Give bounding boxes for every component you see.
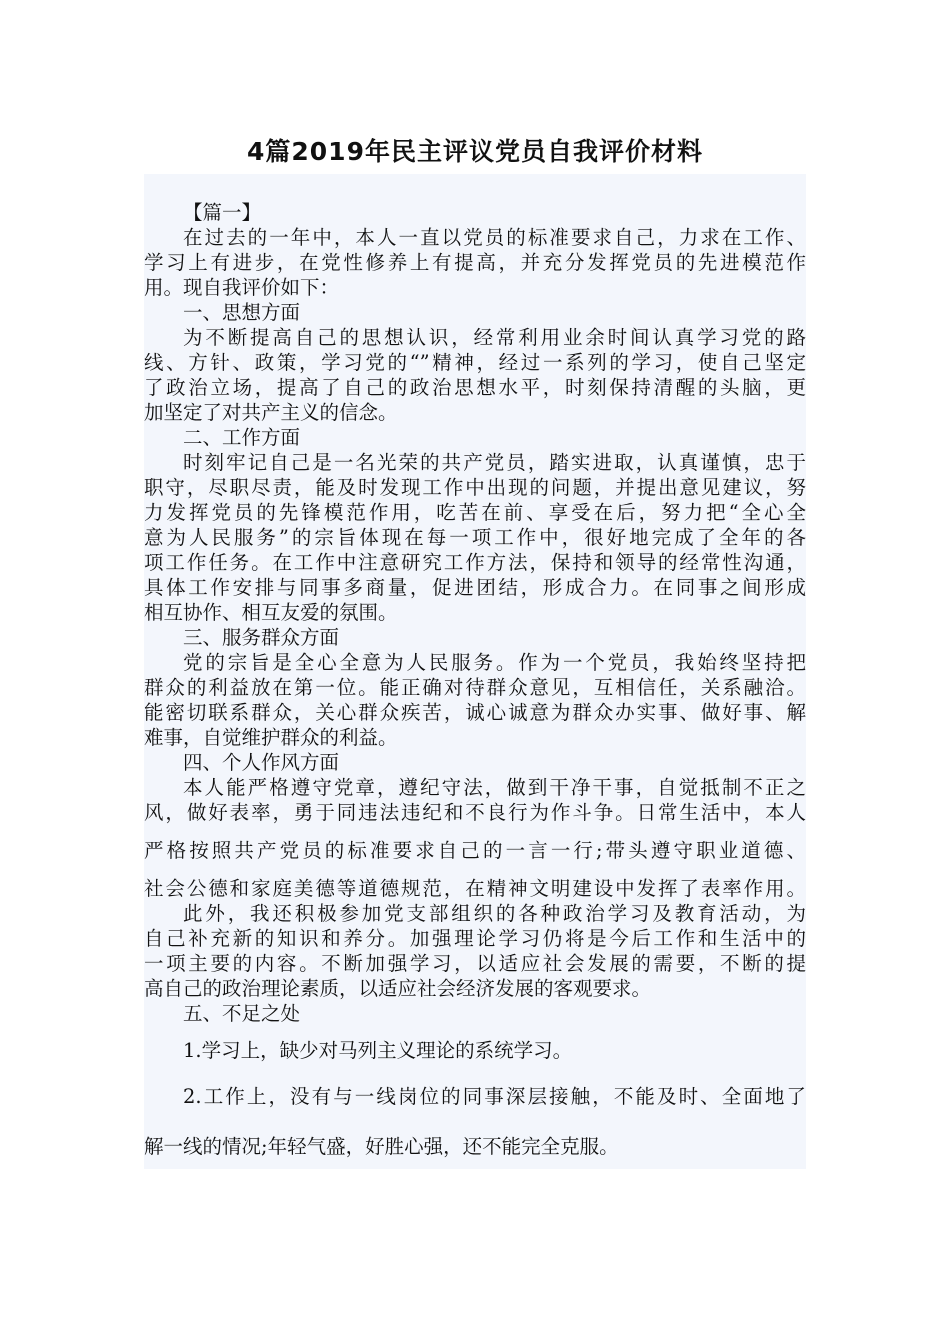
paragraph-line: 学习上有进步，在党性修养上有提高，并充分发挥党员的先进模范作 (144, 251, 806, 274)
paragraph-line: 高自己的政治理论素质，以适应社会经济发展的客观要求。 (144, 977, 652, 1000)
paragraph-line: 本人能严格遵守党章，遵纪守法，做到干净干事，自觉抵制不正之 (183, 776, 806, 799)
paragraph-line: 用。现自我评价如下： (144, 276, 340, 299)
paragraph-line: 严格按照共产党员的标准要求自己的一言一行;带头遵守职业道德、 (144, 839, 806, 862)
section-heading: 五、不足之处 (183, 1002, 301, 1025)
paragraph-line: 力发挥党员的先锋模范作用，吃苦在前、享受在后，努力把“全心全 (144, 501, 806, 524)
paragraph-line: 在过去的一年中，本人一直以党员的标准要求自己，力求在工作、 (183, 226, 806, 249)
paragraph-line: 为不断提高自己的思想认识，经常利用业余时间认真学习党的路 (183, 326, 806, 349)
paragraph-line: 能密切联系群众，关心群众疾苦，诚心诚意为群众办实事、做好事、解 (144, 701, 806, 724)
paragraph-line: 解一线的情况;年轻气盛，好胜心强，还不能完全克服。 (144, 1135, 619, 1158)
paragraph-line: 项工作任务。在工作中注意研究工作方法，保持和领导的经常性沟通， (144, 551, 806, 574)
section-heading: 二、工作方面 (183, 426, 301, 449)
paragraph-line: 一项主要的内容。不断加强学习，以适应社会发展的需要，不断的提 (144, 952, 806, 975)
paragraph-line: 线、方针、政策，学习党的“”精神，经过一系列的学习，使自己坚定 (144, 351, 806, 374)
paragraph-line: 社会公德和家庭美德等道德规范，在精神文明建设中发挥了表率作用。 (144, 877, 806, 900)
paragraph-line: 风，做好表率，勇于同违法违纪和不良行为作斗争。日常生活中，本人 (144, 801, 806, 824)
section-heading: 一、思想方面 (183, 301, 301, 324)
paragraph-line: 群众的利益放在第一位。能正确对待群众意见，互相信任，关系融洽。 (144, 676, 806, 699)
paragraph-line: 时刻牢记自己是一名光荣的共产党员，踏实进取，认真谨慎，忠于 (183, 451, 806, 474)
paragraph-line: 了政治立场，提高了自己的政治思想水平，时刻保持清醒的头脑，更 (144, 376, 806, 399)
paragraph-line: 意为人民服务”的宗旨体现在每一项工作中，很好地完成了全年的各 (144, 526, 806, 549)
paragraph-line: 加坚定了对共产主义的信念。 (144, 401, 398, 424)
section-heading: 四、个人作风方面 (183, 751, 340, 774)
paragraph-line: 党的宗旨是全心全意为人民服务。作为一个党员，我始终坚持把 (183, 651, 806, 674)
section-heading: 三、服务群众方面 (183, 626, 340, 649)
paragraph-line: 难事，自觉维护群众的利益。 (144, 726, 398, 749)
paragraph-line: 职守，尽职尽责，能及时发现工作中出现的问题，并提出意见建议，努 (144, 476, 806, 499)
paragraph-line: 自己补充新的知识和养分。加强理论学习仍将是今后工作和生活中的 (144, 927, 806, 950)
section-label: 【篇一】 (183, 201, 262, 224)
paragraph-line: 此外，我还积极参加党支部组织的各种政治学习及教育活动，为 (183, 902, 806, 925)
list-item: 2.工作上，没有与一线岗位的同事深层接触，不能及时、全面地了 (183, 1085, 806, 1108)
paragraph-line: 具体工作安排与同事多商量，促进团结，形成合力。在同事之间形成 (144, 576, 806, 599)
paragraph-line: 相互协作、相互友爱的氛围。 (144, 601, 398, 624)
list-item: 1.学习上，缺少对马列主义理论的系统学习。 (183, 1039, 573, 1062)
page-title: 4篇2019年民主评议党员自我评价材料 (247, 137, 703, 166)
document-body (144, 174, 806, 1169)
